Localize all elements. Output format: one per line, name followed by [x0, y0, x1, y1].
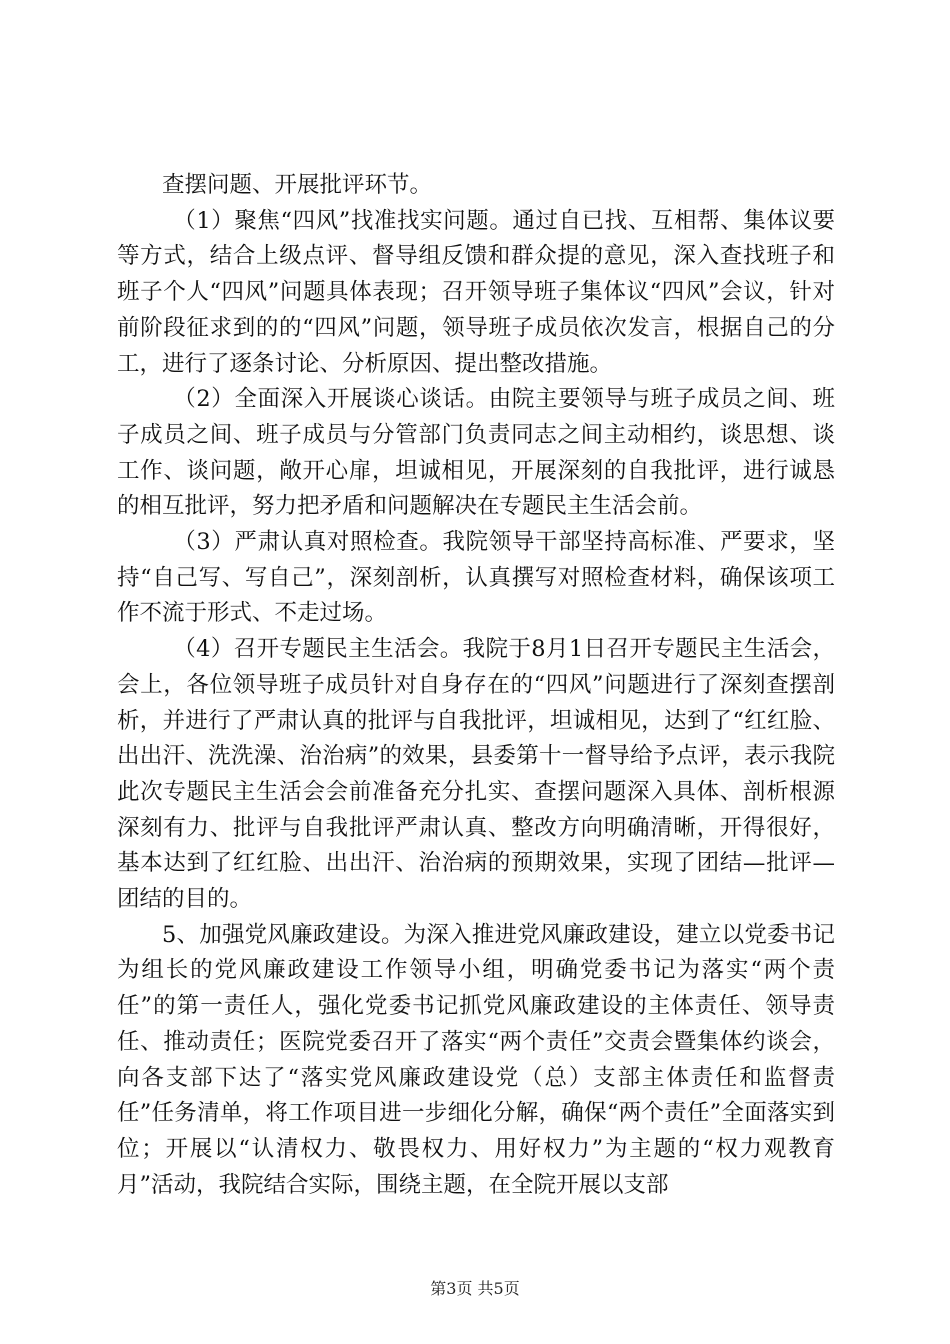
paragraph-item-1: （1）聚焦“四风”找准找实问题。通过自已找、互相帮、集体议要等方式，结合上级点评、督导组反馈和群众提的意见，深入查找班子和班子个人“四风”问题具体表现；召开领导班子集体议“四风”会议，针对前阶段征求到的的“四风”问题，领导班子成员依次发言，根据自己的分工，进行了逐条讨论、分析原因、提出整改措施。	[117, 207, 835, 377]
paragraph-item-4: （4）召开专题民主生活会。我院于8月1日召开专题民主生活会，会上，各位领导班子成员针对自身存在的“四风”问题进行了深刻查摆剖析，并进行了严肃认真的批评与自我批评，坦诚相见，达到了“红红脸、出出汗、洗洗澡、治治病”的效果，县委第十一督导给予点评，表示我院此次专题民主生活会会前准备充分扎实、查摆问题深入具体、剖析根源深刻有力、批评与自我批评严肃认真、整改方向明确清晰，开得很好，基本达到了红红脸、出出汗、治治病的预期效果，实现了团结—批评—团结的目的。	[117, 636, 835, 913]
page-footer: 第3页 共5页	[430, 1279, 520, 1298]
paragraph-intro: 查摆问题、开展批评环节。	[162, 172, 433, 198]
paragraph-section-5: 5、加强党风廉政建设。为深入推进党风廉政建设，建立以党委书记为组长的党风廉政建设工作领导小组，明确党委书记为落实“两个责任”的第一责任人，强化党委书记抓党风廉政建设的主体责任、领导责任、推动责任；医院党委召开了落实“两个责任”交责会暨集体约谈会，向各支部下达了“落实党风廉政建设党（总）支部主体责任和监督责任”任务清单，将工作项目进一步细化分解，确保“两个责任”全面落实到位；开展以“认清权力、敬畏权力、用好权力”为主题的“权力观教育月”活动，我院结合实际，围绕主题，在全院开展以支部	[117, 921, 835, 1198]
paragraph-item-3: （3）严肃认真对照检查。我院领导干部坚持高标准、严要求，坚持“自己写、写自己”，深刻剖析，认真撰写对照检查材料，确保该项工作不流于形式、不走过场。	[117, 529, 835, 627]
document-body	[117, 168, 835, 1203]
paragraph-item-2: （2）全面深入开展谈心谈话。由院主要领导与班子成员之间、班子成员之间、班子成员与分管部门负责同志之间主动相约，谈思想、谈工作、谈问题，敞开心扉，坦诚相见，开展深刻的自我批评，进行诚恳的相互批评，努力把矛盾和问题解决在专题民主生活会前。	[117, 386, 835, 520]
